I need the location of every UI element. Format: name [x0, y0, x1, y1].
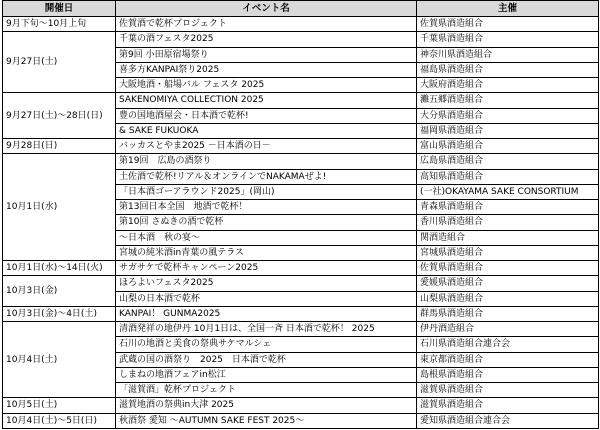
event-organizer: 福島県酒造組合	[417, 62, 599, 77]
event-organizer: 伊丹酒造組合	[417, 322, 599, 337]
event-name: バッカスとやま2025 －日本酒の日－	[116, 139, 417, 154]
event-name: 豊の国地酒屋会・日本酒で乾杯!	[116, 108, 417, 123]
event-date: 9月下旬～10月上旬	[3, 17, 116, 32]
event-organizer: 愛媛県酒造組合	[417, 276, 599, 291]
table-row	[3, 261, 599, 276]
table-row	[3, 93, 599, 108]
event-name: & SAKE FUKUOKA	[116, 123, 417, 138]
event-organizer: 東京都酒造組合	[417, 352, 599, 367]
event-organizer: 高知県酒造組合	[417, 169, 599, 184]
header-organizer: 主催	[417, 1, 599, 17]
event-organizer: 関酒造組合	[417, 230, 599, 245]
event-name: 喜多方KANPAI祭り2025	[116, 62, 417, 77]
event-organizer: 青森県酒造組合	[417, 200, 599, 215]
event-name: 清酒発祥の地伊丹 10月1日は、全国一斉 日本酒で乾杯！ 2025	[116, 322, 417, 337]
event-organizer: 群馬県酒造組合	[417, 306, 599, 321]
header-date: 開催日	[3, 1, 116, 17]
event-name: サガサケで乾杯キャンペーン2025	[116, 261, 417, 276]
event-name: 第9回 小田原宿場祭り	[116, 47, 417, 62]
event-organizer: (一社)OKAYAMA SAKE CONSORTIUM	[417, 184, 599, 199]
event-name: 宮城の純米酒in青葉の風テラス	[116, 245, 417, 260]
event-date: 9月27日(土)～28日(日)	[3, 93, 116, 139]
table-row	[3, 154, 599, 169]
table-row	[3, 322, 599, 337]
event-name: 千葉の酒フェスタ2025	[116, 32, 417, 47]
event-organizer: 広島県酒造組合	[417, 154, 599, 169]
table-row	[3, 139, 599, 154]
event-name: 石川の地酒と美食の祭典サケマルシェ	[116, 337, 417, 352]
table-row	[3, 413, 599, 428]
event-date: 10月1日(水)	[3, 154, 116, 261]
event-name: 「日本酒ゴーアラウンド2025」(岡山)	[116, 184, 417, 199]
event-date: 9月28日(日)	[3, 139, 116, 154]
event-name: 武蔵の国の酒祭り 2025 日本酒で乾杯	[116, 352, 417, 367]
event-organizer: 大分県酒造組合	[417, 108, 599, 123]
event-organizer: 石川県酒造組合連合会	[417, 337, 599, 352]
event-name: 山梨の日本酒で乾杯	[116, 291, 417, 306]
event-organizer: 佐賀県酒造組合	[417, 261, 599, 276]
event-organizer: 宮城県酒造組合	[417, 245, 599, 260]
event-organizer: 島根県酒造組合	[417, 367, 599, 382]
event-organizer: 山梨県酒造組合	[417, 291, 599, 306]
event-organizer: 愛知県酒造組合連合会	[417, 413, 599, 428]
table-row	[3, 306, 599, 321]
event-organizer: 富山県酒造組合	[417, 139, 599, 154]
event-name: 滋賀地酒の祭典in大津 2025	[116, 398, 417, 413]
event-name: 佐賀酒で乾杯プロジェクト	[116, 17, 417, 32]
table-row	[3, 398, 599, 413]
event-name: 第13回日本全国 地酒で乾杯！	[116, 200, 417, 215]
event-organizer: 千葉県酒造組合	[417, 32, 599, 47]
event-organizer: 大阪府酒造組合	[417, 78, 599, 93]
events-table	[2, 0, 599, 429]
event-organizer: 灘五郷酒造組合	[417, 93, 599, 108]
event-name: ～日本酒 秋の宴～	[116, 230, 417, 245]
header-event-name: イベント名	[116, 1, 417, 17]
event-name: 大阪地酒・船場バル フェスタ 2025	[116, 78, 417, 93]
event-organizer: 福岡県酒造組合	[417, 123, 599, 138]
header-row	[3, 1, 599, 17]
event-name: 「滋賀酒」乾杯プロジェクト	[116, 383, 417, 398]
event-name: KANPAI！ GUNMA2025	[116, 306, 417, 321]
event-name: 第10回 さぬきの酒で乾杯	[116, 215, 417, 230]
event-date: 10月3日(金)	[3, 276, 116, 307]
event-name: SAKENOMIYA COLLECTION 2025	[116, 93, 417, 108]
event-name: ほろよいフェスタ2025	[116, 276, 417, 291]
table-row	[3, 276, 599, 291]
event-organizer: 佐賀県酒造組合	[417, 17, 599, 32]
event-name: しまねの地酒フェアin松江	[116, 367, 417, 382]
event-date: 9月27日(土)	[3, 32, 116, 93]
event-date: 10月5日(土)	[3, 398, 116, 413]
event-name: 第19回 広島の酒祭り	[116, 154, 417, 169]
event-organizer: 香川県酒造組合	[417, 215, 599, 230]
event-name: 土佐酒で乾杯!リアル＆オンラインでNAKAMAぜよ!	[116, 169, 417, 184]
event-date: 10月1日(水)～14日(火)	[3, 261, 116, 276]
table-row	[3, 17, 599, 32]
event-date: 10月4日(土)	[3, 322, 116, 398]
event-organizer: 滋賀県酒造組合	[417, 383, 599, 398]
event-name: 秋酒祭 愛知 ～AUTUMN SAKE FEST 2025～	[116, 413, 417, 428]
events-table-body	[3, 17, 599, 429]
event-organizer: 神奈川県酒造組合	[417, 47, 599, 62]
table-row	[3, 32, 599, 47]
event-date: 10月3日(金)～4日(土)	[3, 306, 116, 321]
event-organizer: 滋賀県酒造組合	[417, 398, 599, 413]
event-date: 10月4日(土)～5日(日)	[3, 413, 116, 428]
